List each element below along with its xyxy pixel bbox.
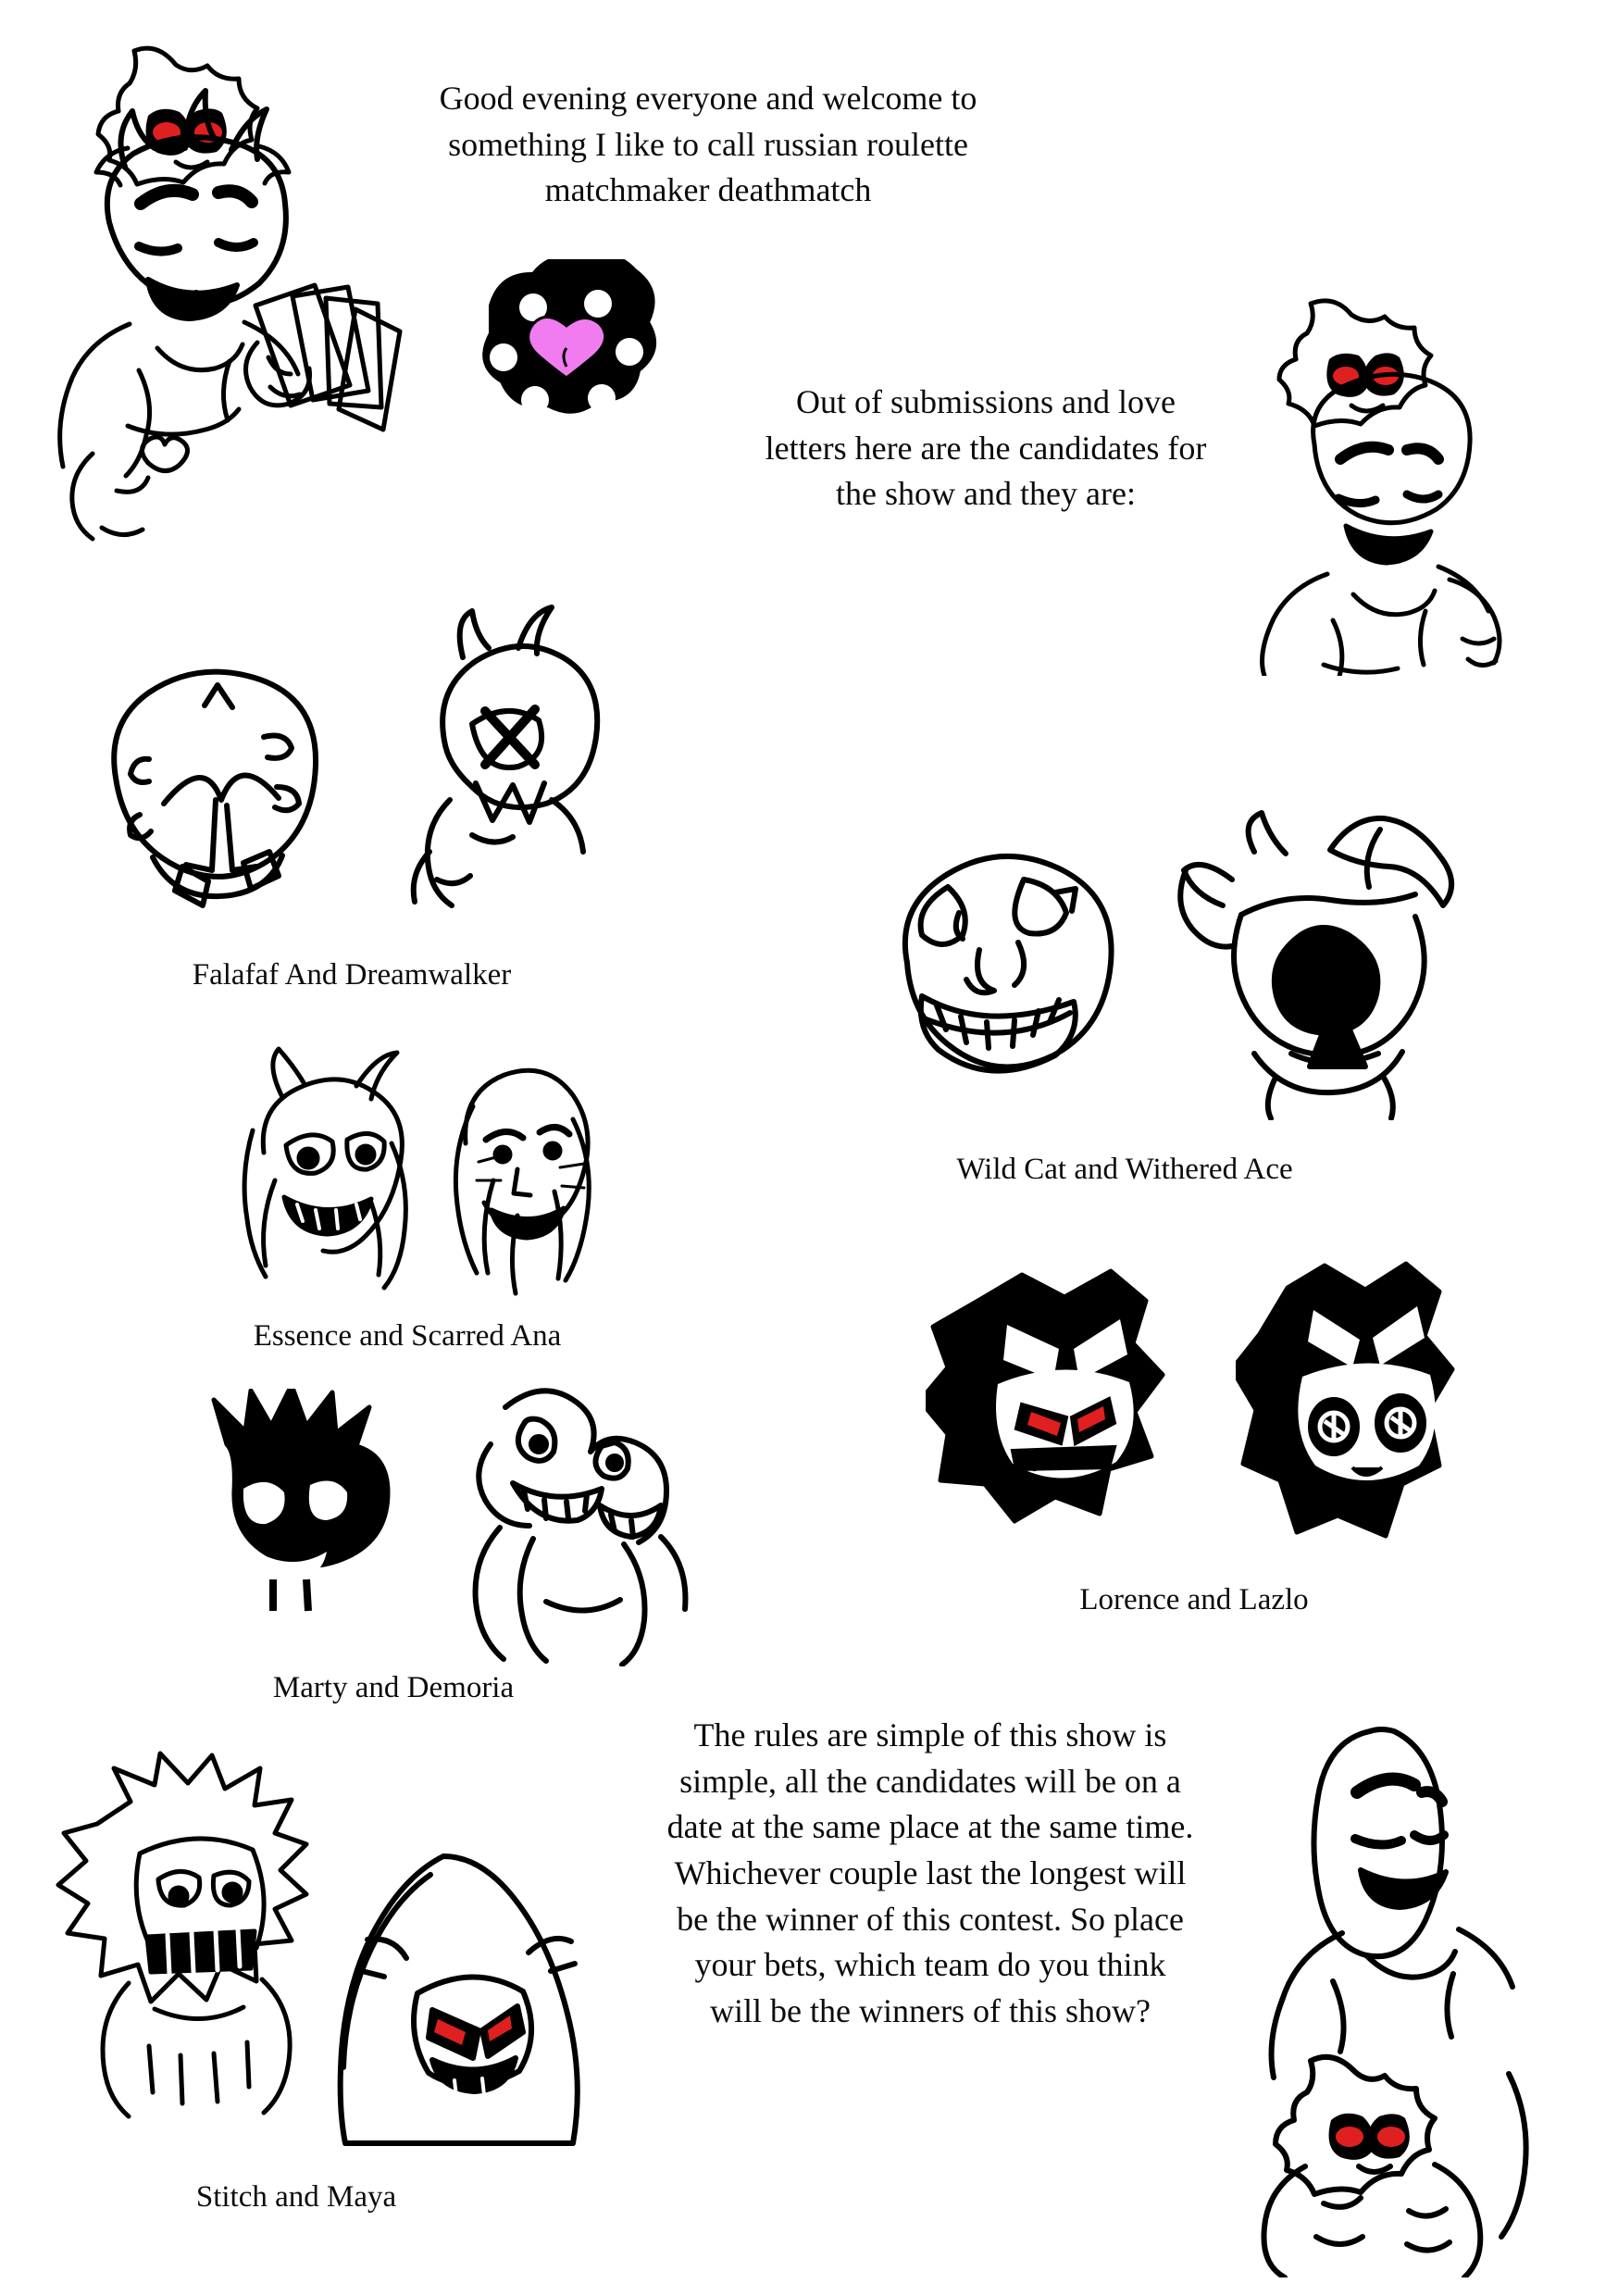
- revolver-cylinder-artwork: [463, 259, 666, 435]
- caption-wild-cat-withered-ace: Wild Cat and Withered Ace: [956, 1153, 1293, 1186]
- intro-text: Good evening everyone and welcome to something I like to call russian roulette matchmaker deathmatch: [439, 80, 977, 209]
- maya-artwork: [329, 1838, 606, 2152]
- scarred-ana-artwork: [421, 1051, 625, 1310]
- falafaf-artwork: [79, 648, 356, 944]
- lazlo-artwork: [1236, 1245, 1495, 1541]
- dreamwalker-artwork: [370, 602, 639, 917]
- wild-cat-artwork: [870, 824, 1148, 1111]
- essence-artwork: [218, 1042, 449, 1301]
- caption-essence-scarred-ana: Essence and Scarred Ana: [253, 1319, 562, 1353]
- caption-stitch-maya: Stitch and Maya: [195, 2180, 397, 2214]
- rules-text: The rules are simple of this show is simple, all the candidates will be on a date at the same place at the same time. Whichever couple last the longest will be the winner of this contest. So place your bets, which team do you think will be the winners of this show?: [666, 1716, 1194, 2030]
- caption-falafaf-dreamwalker: Falafaf And Dreamwalker: [192, 958, 512, 992]
- withered-ace-artwork: [1152, 805, 1476, 1120]
- stitch-artwork: [51, 1741, 347, 2129]
- demoria-artwork: [435, 1370, 713, 1666]
- marty-artwork: [171, 1389, 412, 1620]
- caption-lorence-lazlo: Lorence and Lazlo: [1079, 1583, 1309, 1616]
- lorence-artwork: [926, 1254, 1203, 1541]
- candidates-intro-text: Out of submissions and love letters here are the candidates for the show and they are:: [765, 383, 1207, 513]
- host-bottom-right-artwork: [1231, 1703, 1592, 2277]
- caption-marty-demoria: Marty and Demoria: [272, 1671, 515, 1704]
- host-top-right-artwork: [1231, 278, 1583, 676]
